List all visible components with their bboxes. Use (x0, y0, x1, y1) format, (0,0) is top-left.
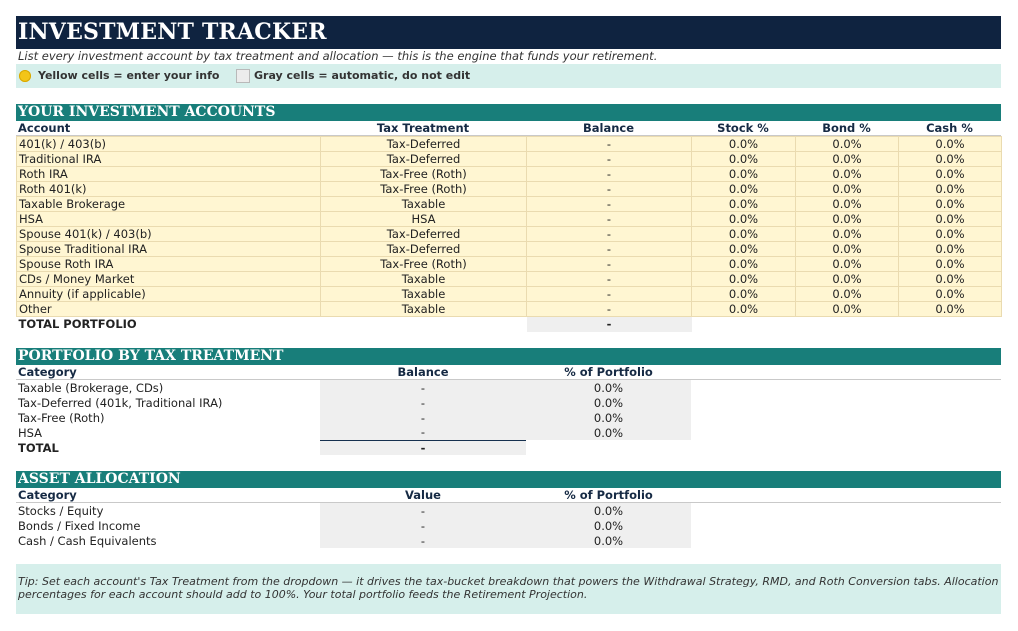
tax-category-label: HSA (18, 425, 43, 440)
col-header-account: Account (18, 121, 71, 135)
table-row (17, 167, 1002, 182)
cash-pct-cell[interactable]: 0.0% (899, 242, 1002, 257)
table-row (16, 395, 691, 410)
cash-pct-cell[interactable]: 0.0% (899, 167, 1002, 182)
tax-col-header-category: Category (18, 365, 77, 379)
alloc-value-cell: - (320, 533, 526, 548)
alloc-pct-cell: 0.0% (526, 533, 691, 548)
stock-pct-cell[interactable]: 0.0% (692, 182, 796, 197)
table-row (17, 257, 1002, 272)
cash-pct-cell[interactable]: 0.0% (899, 152, 1002, 167)
balance-cell[interactable]: - (527, 152, 692, 167)
account-name-cell[interactable]: CDs / Money Market (17, 272, 321, 287)
table-row (17, 137, 1002, 152)
table-row (16, 518, 691, 533)
table-row (16, 410, 691, 425)
account-name-cell[interactable]: Spouse Roth IRA (17, 257, 321, 272)
tax-pct-cell: 0.0% (526, 380, 691, 395)
section-accounts-title: YOUR INVESTMENT ACCOUNTS (16, 104, 1001, 121)
balance-cell[interactable]: - (527, 137, 692, 152)
table-row (16, 503, 691, 518)
account-name-cell[interactable]: Roth IRA (17, 167, 321, 182)
tax-total-value: - (320, 440, 526, 455)
col-header-cash: Cash % (926, 121, 973, 135)
table-row (17, 287, 1002, 302)
table-row (17, 302, 1002, 317)
tax-treatment-dropdown[interactable]: Tax-Deferred (321, 242, 527, 257)
page-title: INVESTMENT TRACKER (16, 16, 1001, 49)
tax-treatment-dropdown[interactable]: Tax-Deferred (321, 227, 527, 242)
tax-balance-cell: - (320, 380, 526, 395)
cash-pct-cell[interactable]: 0.0% (899, 137, 1002, 152)
cash-pct-cell[interactable]: 0.0% (899, 212, 1002, 227)
table-row (17, 182, 1002, 197)
balance-cell[interactable]: - (527, 227, 692, 242)
bond-pct-cell[interactable]: 0.0% (796, 272, 899, 287)
tax-treatment-dropdown[interactable]: Taxable (321, 197, 527, 212)
stock-pct-cell[interactable]: 0.0% (692, 167, 796, 182)
stock-pct-cell[interactable]: 0.0% (692, 212, 796, 227)
stock-pct-cell[interactable]: 0.0% (692, 302, 796, 317)
account-name-cell[interactable]: Roth 401(k) (17, 182, 321, 197)
balance-cell[interactable]: - (527, 212, 692, 227)
alloc-category-label: Bonds / Fixed Income (18, 518, 141, 533)
gray-square-icon (236, 69, 250, 83)
bond-pct-cell[interactable]: 0.0% (796, 152, 899, 167)
alloc-value-cell: - (320, 503, 526, 518)
bond-pct-cell[interactable]: 0.0% (796, 137, 899, 152)
table-row (17, 242, 1002, 257)
cash-pct-cell[interactable]: 0.0% (899, 287, 1002, 302)
tax-treatment-dropdown[interactable]: Tax-Free (Roth) (321, 182, 527, 197)
alloc-col-header-category: Category (18, 488, 77, 502)
alloc-value-cell: - (320, 518, 526, 533)
table-row (17, 227, 1002, 242)
tax-category-label: Tax-Free (Roth) (18, 410, 105, 425)
balance-cell[interactable]: - (527, 197, 692, 212)
tax-treatment-dropdown[interactable]: Taxable (321, 302, 527, 317)
legend-bar (16, 64, 1001, 88)
bond-pct-cell[interactable]: 0.0% (796, 227, 899, 242)
alloc-col-header-pct: % of Portfolio (564, 488, 653, 502)
tax-category-label: Taxable (Brokerage, CDs) (18, 380, 164, 395)
balance-cell[interactable]: - (527, 257, 692, 272)
tax-treatment-dropdown[interactable]: Tax-Free (Roth) (321, 257, 527, 272)
alloc-category-label: Stocks / Equity (18, 503, 104, 518)
table-row (17, 152, 1002, 167)
section-allocation-title: ASSET ALLOCATION (16, 471, 1001, 488)
stock-pct-cell[interactable]: 0.0% (692, 272, 796, 287)
account-name-cell[interactable]: HSA (17, 212, 321, 227)
account-name-cell[interactable]: Taxable Brokerage (17, 197, 321, 212)
bond-pct-cell[interactable]: 0.0% (796, 167, 899, 182)
accounts-table (16, 136, 1002, 332)
bond-pct-cell[interactable]: 0.0% (796, 197, 899, 212)
tip-note: Tip: Set each account's Tax Treatment from the dropdown — it drives the tax-bucket breakdown that powers the Withdrawal Strategy, RMD, and Roth Conversion tabs. Allocation percentages for each account should add to 100%. Your total portfolio feeds the Retirement Projection. (16, 564, 1001, 614)
bond-pct-cell[interactable]: 0.0% (796, 287, 899, 302)
tax-category-label: Tax-Deferred (401k, Traditional IRA) (18, 395, 223, 410)
bond-pct-cell[interactable]: 0.0% (796, 242, 899, 257)
account-name-cell[interactable]: 401(k) / 403(b) (17, 137, 321, 152)
tax-pct-cell: 0.0% (526, 395, 691, 410)
cash-pct-cell[interactable]: 0.0% (899, 302, 1002, 317)
tax-treatment-dropdown[interactable]: Tax-Deferred (321, 152, 527, 167)
account-name-cell[interactable]: Other (17, 302, 321, 317)
balance-cell[interactable]: - (527, 167, 692, 182)
col-header-tax-treatment: Tax Treatment (376, 121, 470, 135)
tax-treatment-dropdown[interactable]: Tax-Free (Roth) (321, 167, 527, 182)
cash-pct-cell[interactable]: 0.0% (899, 182, 1002, 197)
total-portfolio-label: TOTAL PORTFOLIO (18, 317, 137, 332)
alloc-pct-cell: 0.0% (526, 503, 691, 518)
table-row (17, 197, 1002, 212)
table-row (16, 533, 691, 548)
cash-pct-cell[interactable]: 0.0% (899, 227, 1002, 242)
stock-pct-cell[interactable]: 0.0% (692, 287, 796, 302)
account-name-cell[interactable]: Traditional IRA (17, 152, 321, 167)
bond-pct-cell[interactable]: 0.0% (796, 212, 899, 227)
tax-pct-cell: 0.0% (526, 425, 691, 440)
tax-total-label: TOTAL (18, 440, 59, 455)
tax-treatment-dropdown[interactable]: Taxable (321, 272, 527, 287)
total-portfolio-value: - (527, 317, 692, 332)
alloc-pct-cell: 0.0% (526, 518, 691, 533)
account-name-cell[interactable]: Spouse Traditional IRA (17, 242, 321, 257)
section-tax-treatment-title: PORTFOLIO BY TAX TREATMENT (16, 348, 1001, 365)
legend-gray-label: Gray cells = automatic, do not edit (254, 69, 471, 82)
page-subtitle: List every investment account by tax treatment and allocation — this is the engine that funds your retirement. (18, 49, 658, 63)
bond-pct-cell[interactable]: 0.0% (796, 182, 899, 197)
stock-pct-cell[interactable]: 0.0% (692, 197, 796, 212)
cash-pct-cell[interactable]: 0.0% (899, 197, 1002, 212)
balance-cell[interactable]: - (527, 242, 692, 257)
stock-pct-cell[interactable]: 0.0% (692, 137, 796, 152)
tax-balance-cell: - (320, 395, 526, 410)
tax-balance-cell: - (320, 425, 526, 440)
stock-pct-cell[interactable]: 0.0% (692, 257, 796, 272)
yellow-circle-icon (19, 70, 31, 82)
legend-yellow-label: Yellow cells = enter your info (38, 69, 220, 82)
alloc-category-label: Cash / Cash Equivalents (18, 533, 157, 548)
stock-pct-cell[interactable]: 0.0% (692, 227, 796, 242)
account-name-cell[interactable]: Spouse 401(k) / 403(b) (17, 227, 321, 242)
tax-balance-cell: - (320, 410, 526, 425)
tax-treatment-table (16, 380, 691, 455)
table-row (16, 380, 691, 395)
alloc-col-header-value: Value (405, 488, 441, 502)
balance-cell[interactable]: - (527, 272, 692, 287)
tax-pct-cell: 0.0% (526, 410, 691, 425)
table-row (17, 272, 1002, 287)
cash-pct-cell[interactable]: 0.0% (899, 272, 1002, 287)
col-header-stock: Stock % (717, 121, 769, 135)
cash-pct-cell[interactable]: 0.0% (899, 257, 1002, 272)
allocation-table (16, 503, 691, 548)
table-row (17, 212, 1002, 227)
balance-cell[interactable]: - (527, 287, 692, 302)
col-header-balance: Balance (582, 121, 635, 135)
tax-treatment-dropdown[interactable]: Tax-Deferred (321, 137, 527, 152)
tax-treatment-dropdown[interactable]: Taxable (321, 287, 527, 302)
table-row (16, 425, 691, 440)
balance-cell[interactable]: - (527, 302, 692, 317)
stock-pct-cell[interactable]: 0.0% (692, 152, 796, 167)
bond-pct-cell[interactable]: 0.0% (796, 302, 899, 317)
account-name-cell[interactable]: Annuity (if applicable) (17, 287, 321, 302)
balance-cell[interactable]: - (527, 182, 692, 197)
bond-pct-cell[interactable]: 0.0% (796, 257, 899, 272)
tax-col-header-pct: % of Portfolio (564, 365, 653, 379)
col-header-bond: Bond % (822, 121, 871, 135)
tax-treatment-dropdown[interactable]: HSA (321, 212, 527, 227)
tax-col-header-balance: Balance (397, 365, 449, 379)
stock-pct-cell[interactable]: 0.0% (692, 242, 796, 257)
